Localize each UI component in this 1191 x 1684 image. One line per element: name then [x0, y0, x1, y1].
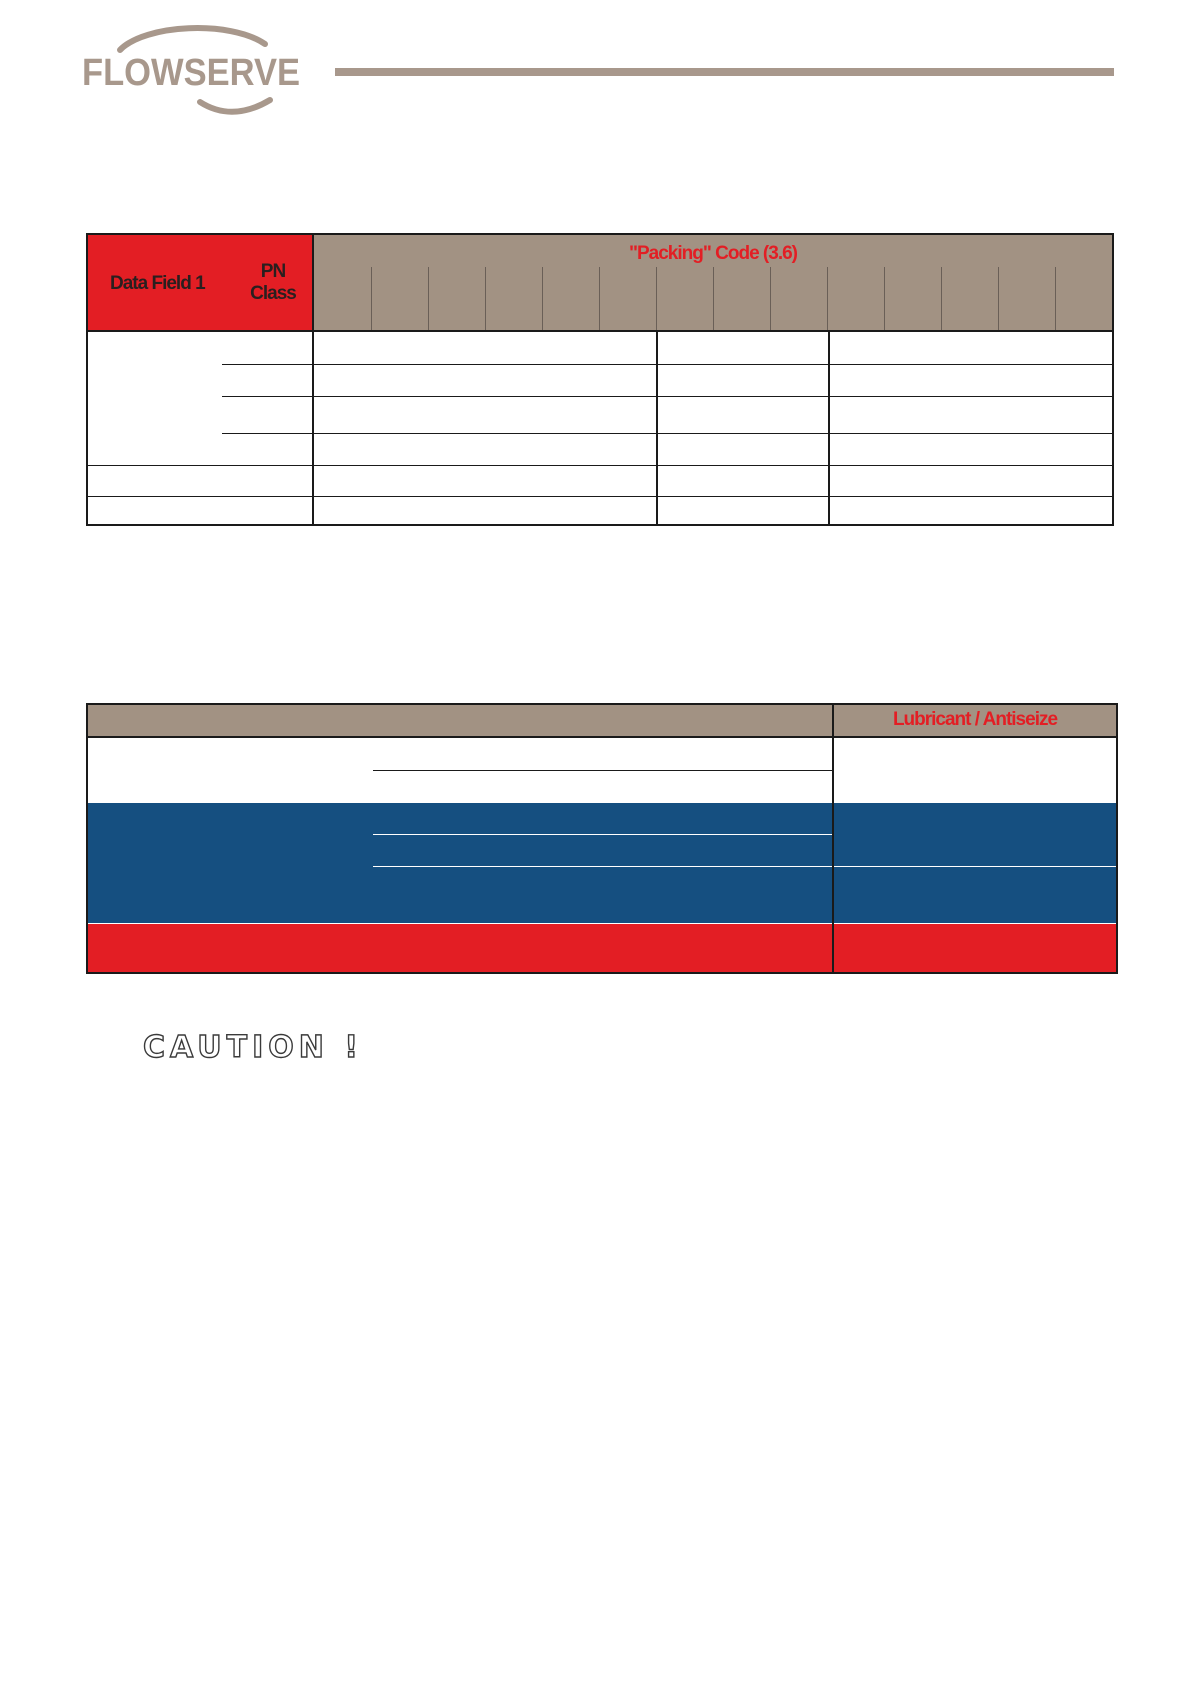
table-row-line — [222, 433, 1112, 434]
header-column-divider — [542, 267, 543, 330]
header-column-divider — [1055, 267, 1056, 330]
header-column-divider — [998, 267, 999, 330]
header-column-divider — [884, 267, 885, 330]
lubricant-table — [86, 703, 1118, 974]
lubricant-header: Lubricant / Antiseize — [892, 709, 1058, 730]
table-row-line — [373, 834, 832, 835]
table-row-line — [222, 364, 1112, 365]
header-column-divider — [770, 267, 771, 330]
header-column-divider — [428, 267, 429, 330]
lubricant-table-header — [88, 705, 1116, 738]
header-column-divider — [656, 267, 657, 330]
packing-table — [86, 233, 1114, 526]
header-rule — [335, 68, 1114, 76]
lubricant-column-divider — [832, 705, 834, 972]
table-row-line — [373, 770, 832, 771]
header-column-divider — [485, 267, 486, 330]
data-field-header: Data Field 1 — [110, 273, 205, 294]
header-column-divider — [941, 267, 942, 330]
table-row-line — [373, 866, 1116, 867]
header-column-divider — [827, 267, 828, 330]
lubricant-row-group-blue — [88, 803, 1116, 924]
header-column-divider — [599, 267, 600, 330]
table-row-line — [88, 465, 1112, 466]
svg-text:FLOWSERVE: FLOWSERVE — [82, 52, 300, 94]
packing-table-header-left — [88, 235, 314, 332]
packing-code-title: "Packing" Code (3.6) — [628, 243, 797, 264]
flowserve-logo — [80, 22, 302, 118]
caution-heading: CAUTION ! — [143, 1030, 364, 1065]
header-column-divider — [371, 267, 372, 330]
table-row-line — [88, 496, 1112, 497]
packing-code-header — [314, 235, 1112, 332]
pn-class-header: PN Class — [250, 261, 296, 304]
table-row-line — [222, 396, 1112, 397]
table-row-line — [88, 923, 1116, 924]
lubricant-row-red — [88, 924, 1116, 974]
header-column-divider — [713, 267, 714, 330]
